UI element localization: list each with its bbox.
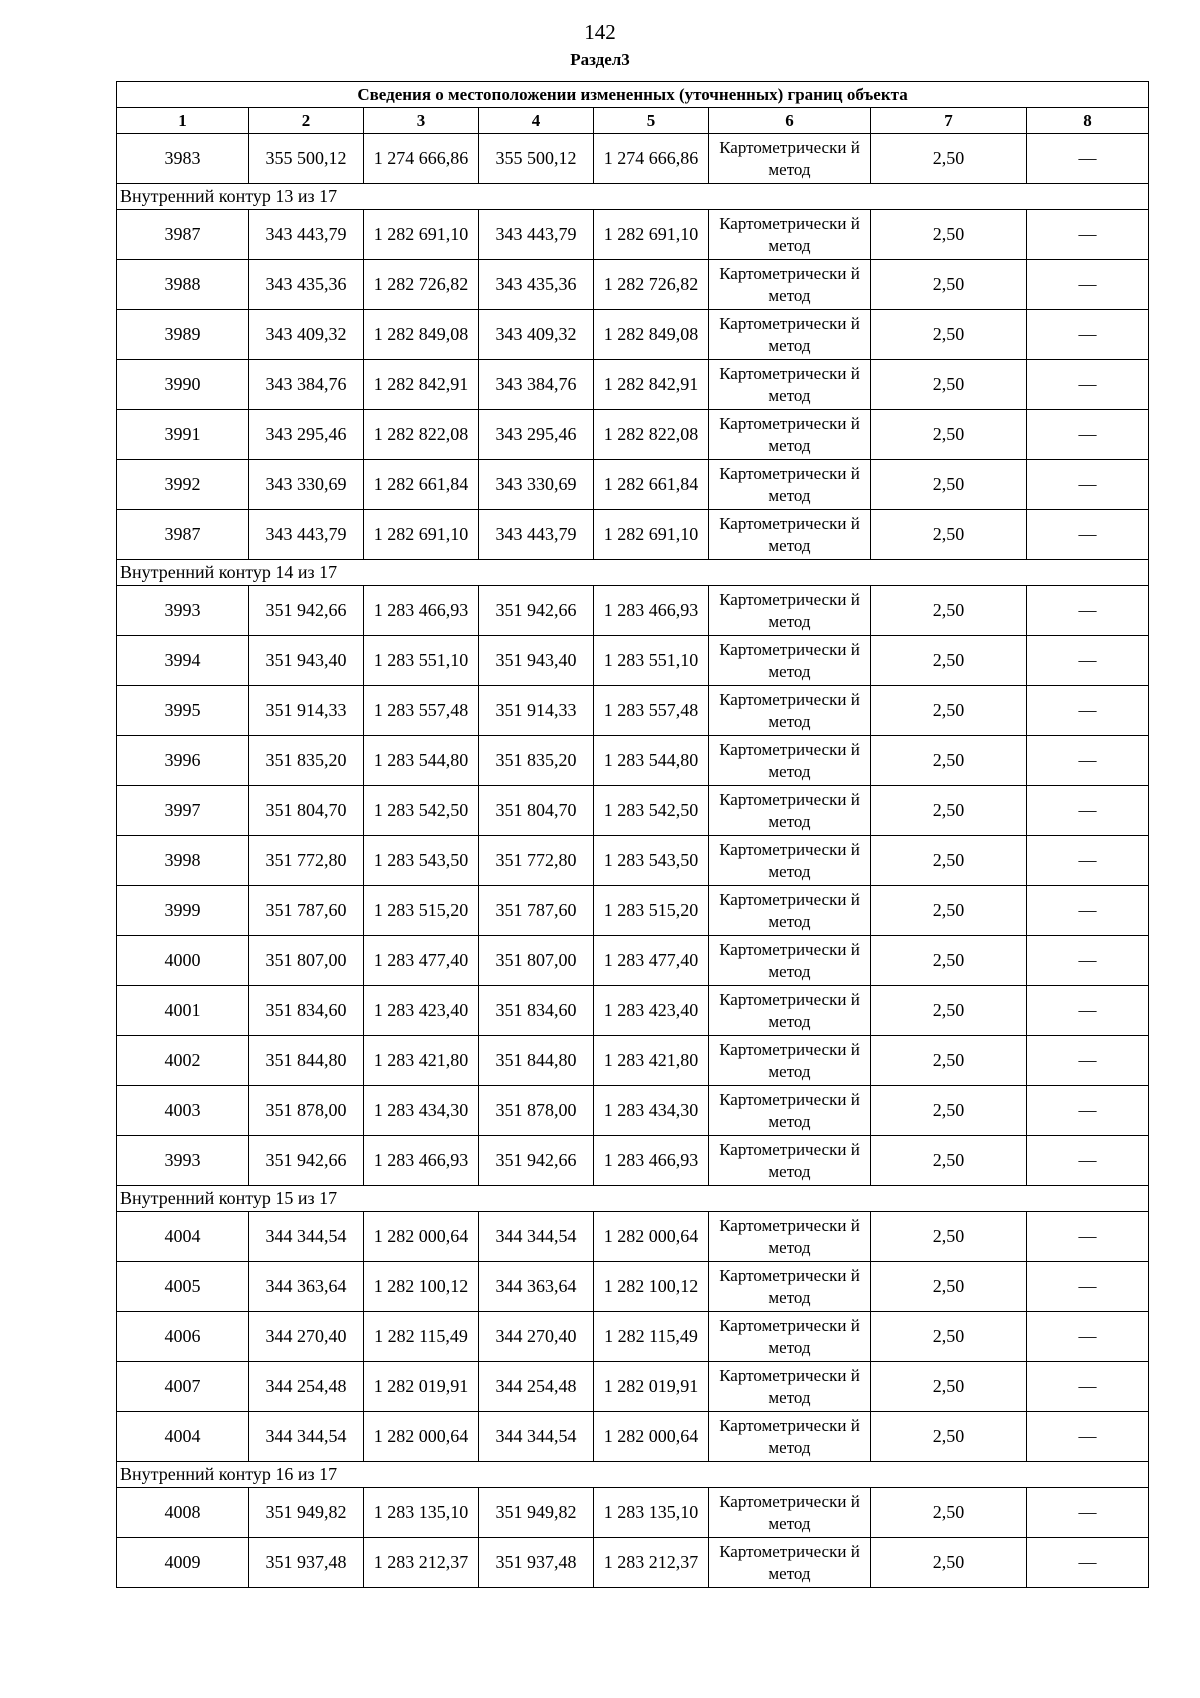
old-x: 351 949,82 (249, 1488, 364, 1538)
new-x: 344 363,64 (479, 1262, 594, 1312)
point-description: — (1027, 736, 1149, 786)
new-y: 1 283 135,10 (594, 1488, 709, 1538)
table-row (117, 260, 1149, 310)
point-description: — (1027, 986, 1149, 1036)
accuracy: 2,50 (871, 1312, 1027, 1362)
new-y: 1 283 551,10 (594, 636, 709, 686)
contour-label: Внутренний контур 16 из 17 (117, 1462, 1149, 1488)
accuracy: 2,50 (871, 736, 1027, 786)
point-number: 3990 (117, 360, 249, 410)
new-y: 1 283 515,20 (594, 886, 709, 936)
point-description: — (1027, 1362, 1149, 1412)
new-y: 1 283 542,50 (594, 786, 709, 836)
old-x: 351 804,70 (249, 786, 364, 836)
determination-method: Картометрически й метод (709, 886, 871, 936)
point-description: — (1027, 1488, 1149, 1538)
table-row (117, 1488, 1149, 1538)
new-x: 351 943,40 (479, 636, 594, 686)
determination-method: Картометрически й метод (709, 1036, 871, 1086)
determination-method: Картометрически й метод (709, 736, 871, 786)
old-x: 344 363,64 (249, 1262, 364, 1312)
old-x: 351 878,00 (249, 1086, 364, 1136)
determination-method: Картометрически й метод (709, 1312, 871, 1362)
old-y: 1 283 544,80 (364, 736, 479, 786)
new-y: 1 283 421,80 (594, 1036, 709, 1086)
contour-row (117, 560, 1149, 586)
accuracy: 2,50 (871, 460, 1027, 510)
new-y: 1 282 661,84 (594, 460, 709, 510)
new-x: 351 835,20 (479, 736, 594, 786)
accuracy: 2,50 (871, 1212, 1027, 1262)
new-x: 343 295,46 (479, 410, 594, 460)
point-description: — (1027, 636, 1149, 686)
table-row (117, 886, 1149, 936)
determination-method: Картометрически й метод (709, 1086, 871, 1136)
point-description: — (1027, 686, 1149, 736)
table-row (117, 636, 1149, 686)
determination-method: Картометрически й метод (709, 1212, 871, 1262)
old-y: 1 283 421,80 (364, 1036, 479, 1086)
point-description: — (1027, 410, 1149, 460)
determination-method: Картометрически й метод (709, 1412, 871, 1462)
old-y: 1 283 423,40 (364, 986, 479, 1036)
point-number: 4007 (117, 1362, 249, 1412)
new-x: 344 254,48 (479, 1362, 594, 1412)
determination-method: Картометрически й метод (709, 586, 871, 636)
point-description: — (1027, 836, 1149, 886)
point-number: 3987 (117, 510, 249, 560)
new-x: 351 942,66 (479, 586, 594, 636)
old-x: 343 435,36 (249, 260, 364, 310)
old-y: 1 282 000,64 (364, 1212, 479, 1262)
column-number: 4 (479, 108, 594, 134)
new-x: 343 409,32 (479, 310, 594, 360)
old-x: 343 384,76 (249, 360, 364, 410)
determination-method: Картометрически й метод (709, 786, 871, 836)
new-y: 1 282 849,08 (594, 310, 709, 360)
accuracy: 2,50 (871, 686, 1027, 736)
old-y: 1 282 000,64 (364, 1412, 479, 1462)
old-x: 344 270,40 (249, 1312, 364, 1362)
table-row (117, 210, 1149, 260)
old-y: 1 282 726,82 (364, 260, 479, 310)
accuracy: 2,50 (871, 1036, 1027, 1086)
point-description: — (1027, 936, 1149, 986)
table-row (117, 836, 1149, 886)
point-number: 4009 (117, 1538, 249, 1588)
old-y: 1 283 466,93 (364, 1136, 479, 1186)
point-number: 3993 (117, 1136, 249, 1186)
new-y: 1 282 019,91 (594, 1362, 709, 1412)
point-number: 3994 (117, 636, 249, 686)
point-number: 4005 (117, 1262, 249, 1312)
point-description: — (1027, 134, 1149, 184)
point-description: — (1027, 460, 1149, 510)
new-x: 355 500,12 (479, 134, 594, 184)
determination-method: Картометрически й метод (709, 1488, 871, 1538)
old-y: 1 282 661,84 (364, 460, 479, 510)
old-x: 351 942,66 (249, 1136, 364, 1186)
old-y: 1 282 115,49 (364, 1312, 479, 1362)
old-y: 1 282 822,08 (364, 410, 479, 460)
new-y: 1 282 000,64 (594, 1412, 709, 1462)
point-number: 3987 (117, 210, 249, 260)
old-x: 351 807,00 (249, 936, 364, 986)
determination-method: Картометрически й метод (709, 210, 871, 260)
new-y: 1 283 477,40 (594, 936, 709, 986)
new-x: 343 435,36 (479, 260, 594, 310)
point-description: — (1027, 1086, 1149, 1136)
point-number: 3993 (117, 586, 249, 636)
accuracy: 2,50 (871, 210, 1027, 260)
determination-method: Картометрически й метод (709, 686, 871, 736)
old-x: 351 787,60 (249, 886, 364, 936)
accuracy: 2,50 (871, 1136, 1027, 1186)
old-x: 351 772,80 (249, 836, 364, 886)
column-number: 6 (709, 108, 871, 134)
new-x: 351 878,00 (479, 1086, 594, 1136)
accuracy: 2,50 (871, 410, 1027, 460)
column-number: 7 (871, 108, 1027, 134)
accuracy: 2,50 (871, 1262, 1027, 1312)
point-number: 3991 (117, 410, 249, 460)
old-x: 351 942,66 (249, 586, 364, 636)
point-description: — (1027, 586, 1149, 636)
point-description: — (1027, 510, 1149, 560)
point-number: 3996 (117, 736, 249, 786)
new-x: 351 787,60 (479, 886, 594, 936)
table-row (117, 1362, 1149, 1412)
old-y: 1 282 842,91 (364, 360, 479, 410)
point-description: — (1027, 360, 1149, 410)
point-description: — (1027, 310, 1149, 360)
new-y: 1 282 115,49 (594, 1312, 709, 1362)
contour-row (117, 1462, 1149, 1488)
new-y: 1 282 726,82 (594, 260, 709, 310)
old-y: 1 283 477,40 (364, 936, 479, 986)
point-number: 3983 (117, 134, 249, 184)
column-number: 5 (594, 108, 709, 134)
old-x: 343 443,79 (249, 210, 364, 260)
accuracy: 2,50 (871, 310, 1027, 360)
table-row (117, 510, 1149, 560)
new-y: 1 282 842,91 (594, 360, 709, 410)
new-x: 351 914,33 (479, 686, 594, 736)
point-description: — (1027, 260, 1149, 310)
point-number: 3999 (117, 886, 249, 936)
old-x: 351 943,40 (249, 636, 364, 686)
point-number: 3998 (117, 836, 249, 886)
old-y: 1 283 135,10 (364, 1488, 479, 1538)
new-x: 351 949,82 (479, 1488, 594, 1538)
point-number: 3997 (117, 786, 249, 836)
new-x: 344 344,54 (479, 1412, 594, 1462)
accuracy: 2,50 (871, 936, 1027, 986)
page-number: 142 (584, 20, 616, 44)
old-y: 1 283 551,10 (364, 636, 479, 686)
old-y: 1 282 691,10 (364, 510, 479, 560)
point-number: 4008 (117, 1488, 249, 1538)
table-row (117, 1212, 1149, 1262)
determination-method: Картометрически й метод (709, 510, 871, 560)
column-number: 8 (1027, 108, 1149, 134)
table-row (117, 134, 1149, 184)
point-number: 3989 (117, 310, 249, 360)
old-y: 1 282 100,12 (364, 1262, 479, 1312)
point-description: — (1027, 886, 1149, 936)
accuracy: 2,50 (871, 836, 1027, 886)
table-row (117, 686, 1149, 736)
old-x: 351 914,33 (249, 686, 364, 736)
table-caption-row (117, 82, 1149, 108)
point-number: 4004 (117, 1412, 249, 1462)
accuracy: 2,50 (871, 360, 1027, 410)
column-number: 2 (249, 108, 364, 134)
point-description: — (1027, 1312, 1149, 1362)
determination-method: Картометрически й метод (709, 1262, 871, 1312)
new-y: 1 274 666,86 (594, 134, 709, 184)
table-row (117, 936, 1149, 986)
accuracy: 2,50 (871, 1412, 1027, 1462)
determination-method: Картометрически й метод (709, 260, 871, 310)
contour-label: Внутренний контур 14 из 17 (117, 560, 1149, 586)
old-y: 1 283 466,93 (364, 586, 479, 636)
table-row (117, 1262, 1149, 1312)
determination-method: Картометрически й метод (709, 986, 871, 1036)
point-description: — (1027, 1538, 1149, 1588)
point-description: — (1027, 1036, 1149, 1086)
determination-method: Картометрически й метод (709, 636, 871, 686)
section-title: Раздел3 (570, 50, 630, 69)
new-x: 351 937,48 (479, 1538, 594, 1588)
determination-method: Картометрически й метод (709, 134, 871, 184)
new-y: 1 282 000,64 (594, 1212, 709, 1262)
old-y: 1 283 434,30 (364, 1086, 479, 1136)
old-x: 351 937,48 (249, 1538, 364, 1588)
new-y: 1 282 100,12 (594, 1262, 709, 1312)
new-y: 1 283 557,48 (594, 686, 709, 736)
old-x: 343 409,32 (249, 310, 364, 360)
determination-method: Картометрически й метод (709, 360, 871, 410)
point-number: 3988 (117, 260, 249, 310)
table-row (117, 786, 1149, 836)
contour-label: Внутренний контур 15 из 17 (117, 1186, 1149, 1212)
new-x: 343 443,79 (479, 210, 594, 260)
accuracy: 2,50 (871, 886, 1027, 936)
accuracy: 2,50 (871, 1488, 1027, 1538)
old-y: 1 283 543,50 (364, 836, 479, 886)
table-row (117, 1036, 1149, 1086)
contour-label: Внутренний контур 13 из 17 (117, 184, 1149, 210)
determination-method: Картометрически й метод (709, 410, 871, 460)
old-x: 343 330,69 (249, 460, 364, 510)
determination-method: Картометрически й метод (709, 1362, 871, 1412)
accuracy: 2,50 (871, 510, 1027, 560)
old-y: 1 282 849,08 (364, 310, 479, 360)
table-row (117, 1412, 1149, 1462)
new-y: 1 283 434,30 (594, 1086, 709, 1136)
old-x: 343 443,79 (249, 510, 364, 560)
determination-method: Картометрически й метод (709, 310, 871, 360)
old-x: 355 500,12 (249, 134, 364, 184)
point-description: — (1027, 1212, 1149, 1262)
determination-method: Картометрически й метод (709, 1136, 871, 1186)
new-x: 343 384,76 (479, 360, 594, 410)
new-x: 344 344,54 (479, 1212, 594, 1262)
table-row (117, 736, 1149, 786)
new-y: 1 282 691,10 (594, 210, 709, 260)
old-y: 1 283 515,20 (364, 886, 479, 936)
new-x: 351 807,00 (479, 936, 594, 986)
accuracy: 2,50 (871, 986, 1027, 1036)
table-row (117, 1538, 1149, 1588)
old-x: 351 835,20 (249, 736, 364, 786)
table-row (117, 1086, 1149, 1136)
new-x: 343 330,69 (479, 460, 594, 510)
new-y: 1 282 822,08 (594, 410, 709, 460)
old-y: 1 274 666,86 (364, 134, 479, 184)
new-x: 351 844,80 (479, 1036, 594, 1086)
column-number: 1 (117, 108, 249, 134)
new-x: 351 804,70 (479, 786, 594, 836)
point-description: — (1027, 1412, 1149, 1462)
column-number: 3 (364, 108, 479, 134)
new-y: 1 283 212,37 (594, 1538, 709, 1588)
accuracy: 2,50 (871, 1362, 1027, 1412)
table-row (117, 1312, 1149, 1362)
point-description: — (1027, 210, 1149, 260)
old-x: 351 844,80 (249, 1036, 364, 1086)
accuracy: 2,50 (871, 1086, 1027, 1136)
contour-row (117, 184, 1149, 210)
point-number: 4004 (117, 1212, 249, 1262)
old-x: 344 254,48 (249, 1362, 364, 1412)
new-y: 1 283 423,40 (594, 986, 709, 1036)
accuracy: 2,50 (871, 636, 1027, 686)
accuracy: 2,50 (871, 786, 1027, 836)
point-description: — (1027, 1136, 1149, 1186)
old-x: 344 344,54 (249, 1212, 364, 1262)
old-x: 351 834,60 (249, 986, 364, 1036)
determination-method: Картометрически й метод (709, 460, 871, 510)
point-number: 4006 (117, 1312, 249, 1362)
point-description: — (1027, 786, 1149, 836)
new-x: 351 834,60 (479, 986, 594, 1036)
old-y: 1 283 557,48 (364, 686, 479, 736)
point-number: 3995 (117, 686, 249, 736)
table-row (117, 410, 1149, 460)
table-row (117, 310, 1149, 360)
column-number-row (117, 108, 1149, 134)
point-description: — (1027, 1262, 1149, 1312)
accuracy: 2,50 (871, 586, 1027, 636)
new-y: 1 283 543,50 (594, 836, 709, 886)
new-y: 1 283 466,93 (594, 586, 709, 636)
accuracy: 2,50 (871, 260, 1027, 310)
point-number: 4000 (117, 936, 249, 986)
table-caption: Сведения о местоположении измененных (уточненных) границ объекта (117, 82, 1149, 108)
determination-method: Картометрически й метод (709, 836, 871, 886)
old-y: 1 283 212,37 (364, 1538, 479, 1588)
point-number: 4002 (117, 1036, 249, 1086)
new-y: 1 283 544,80 (594, 736, 709, 786)
table-row (117, 1136, 1149, 1186)
contour-row (117, 1186, 1149, 1212)
new-x: 351 942,66 (479, 1136, 594, 1186)
old-y: 1 283 542,50 (364, 786, 479, 836)
table-row (117, 460, 1149, 510)
table-row (117, 986, 1149, 1036)
point-number: 3992 (117, 460, 249, 510)
new-x: 351 772,80 (479, 836, 594, 886)
accuracy: 2,50 (871, 1538, 1027, 1588)
point-number: 4001 (117, 986, 249, 1036)
accuracy: 2,50 (871, 134, 1027, 184)
point-number: 4003 (117, 1086, 249, 1136)
determination-method: Картометрически й метод (709, 936, 871, 986)
old-y: 1 282 019,91 (364, 1362, 479, 1412)
new-y: 1 282 691,10 (594, 510, 709, 560)
old-x: 343 295,46 (249, 410, 364, 460)
new-x: 344 270,40 (479, 1312, 594, 1362)
table-row (117, 586, 1149, 636)
new-x: 343 443,79 (479, 510, 594, 560)
determination-method: Картометрически й метод (709, 1538, 871, 1588)
boundary-table (116, 81, 1149, 1588)
table-row (117, 360, 1149, 410)
new-y: 1 283 466,93 (594, 1136, 709, 1186)
old-x: 344 344,54 (249, 1412, 364, 1462)
old-y: 1 282 691,10 (364, 210, 479, 260)
